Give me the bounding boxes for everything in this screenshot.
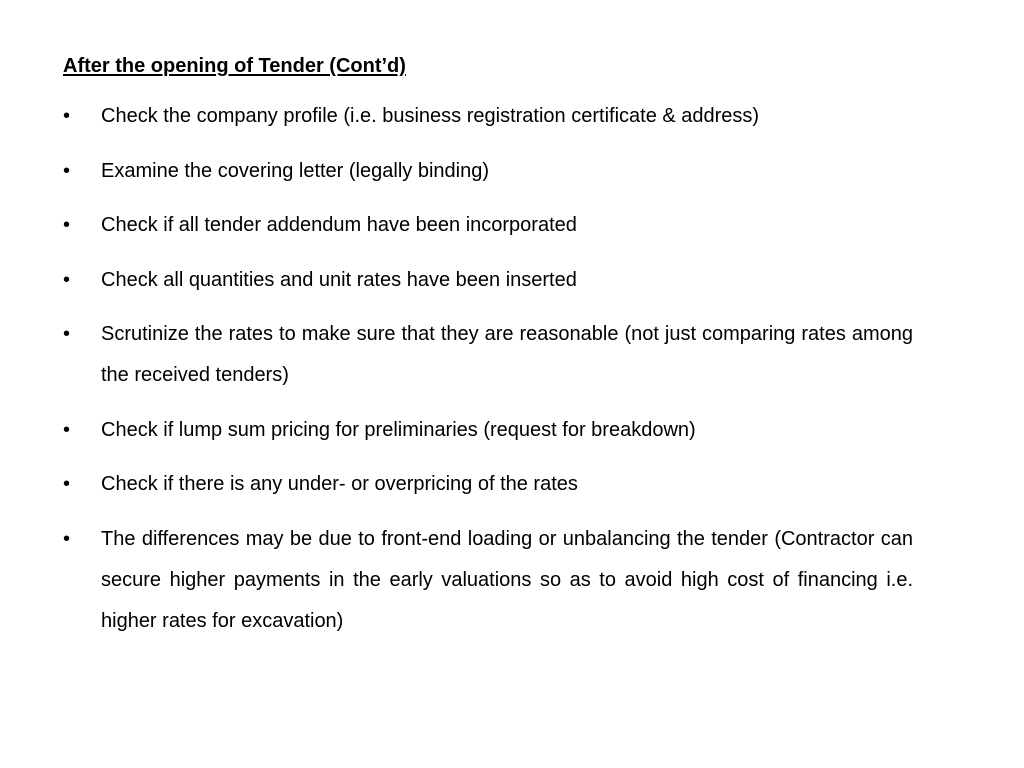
bullet-item xyxy=(63,314,913,396)
bullet-text: Check the company profile (i.e. business registration certificate & address) xyxy=(101,105,760,127)
bullet-text: Check if lump sum pricing for preliminaries (request for breakdown) xyxy=(101,418,696,441)
bullet-text: Check if all tender addendum have been incorporated xyxy=(101,214,577,236)
bullet-text: The differences may be due to front-end loading or unbalancing the tender (Contractor can secure higher payments in the early valuations so as to avoid high cost of financing i.e. higher rates for excavation) xyxy=(101,527,913,632)
bullet-item xyxy=(63,519,913,642)
bullet-icon: • xyxy=(63,527,71,550)
bullet-icon: • xyxy=(63,268,71,291)
slide-heading: After the opening of Tender (Cont’d) xyxy=(63,55,406,77)
bullet-icon: • xyxy=(63,323,71,345)
bullet-icon: • xyxy=(63,105,71,127)
bullet-list xyxy=(63,96,913,655)
bullet-text: Examine the covering letter (legally binding) xyxy=(101,159,489,182)
bullet-item xyxy=(63,96,913,137)
bullet-text: Check if there is any under- or overpricing of the rates xyxy=(101,473,578,495)
bullet-text: Scrutinize the rates to make sure that they are reasonable (not just comparing rates among the received tenders) xyxy=(101,323,913,386)
bullet-item xyxy=(63,260,913,301)
bullet-item xyxy=(63,410,913,451)
bullet-icon: • xyxy=(63,473,71,495)
bullet-icon: • xyxy=(63,214,71,236)
bullet-icon: • xyxy=(63,418,71,441)
bullet-item xyxy=(63,464,913,505)
bullet-item xyxy=(63,151,913,192)
bullet-item xyxy=(63,205,913,246)
bullet-icon: • xyxy=(63,159,71,182)
bullet-text: Check all quantities and unit rates have been inserted xyxy=(101,268,577,291)
